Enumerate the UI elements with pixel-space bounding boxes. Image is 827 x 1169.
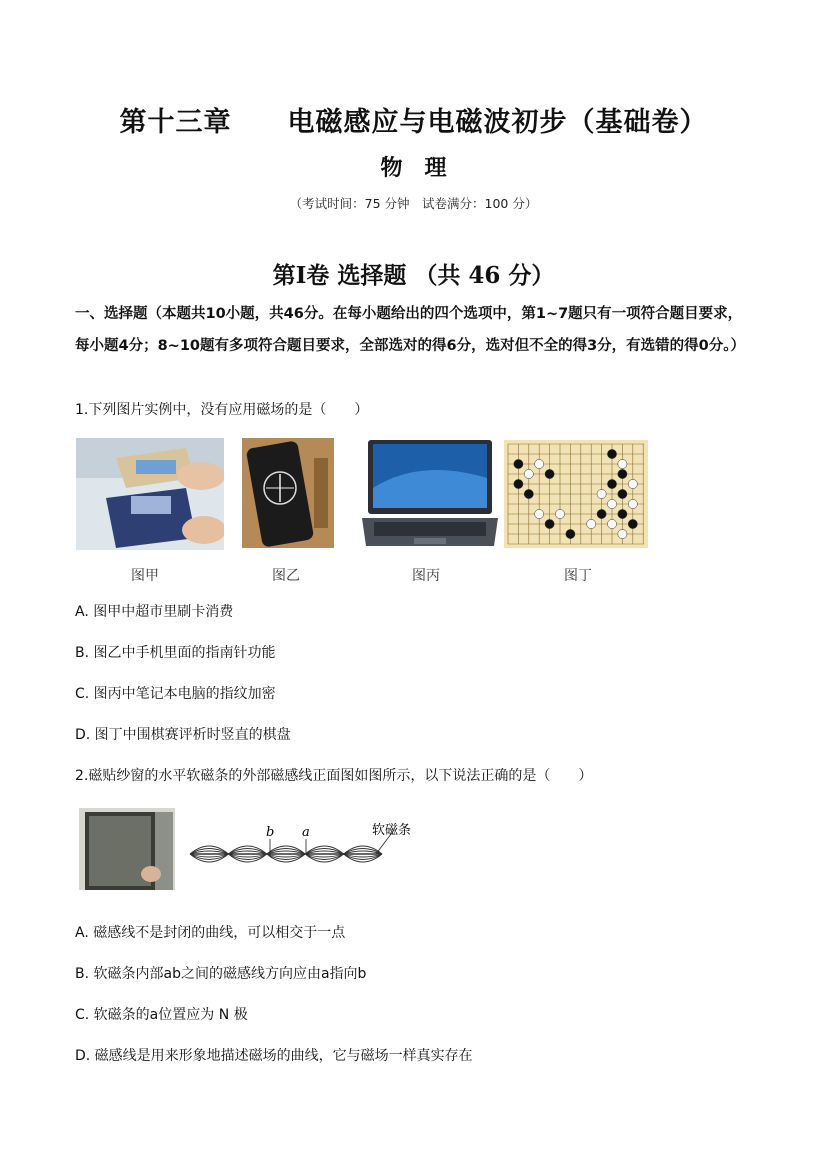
white-stone [628,499,637,508]
black-stone [545,519,554,528]
phone-compass-photo [242,438,334,548]
black-stone [545,469,554,478]
caption-jia: 图甲 [131,568,159,584]
label-soft-magnet: 软磁条 [372,823,412,838]
white-stone [607,519,616,528]
window-screen-photo [79,808,175,890]
exam-meta: （考试时间：75 分钟 试卷满分：100 分） [289,196,538,211]
compass-icon [242,438,334,548]
black-stone [597,509,606,518]
magnetic-field-diagram [186,820,426,882]
white-stone [618,529,627,538]
black-stone [618,509,627,518]
question-1-stem: 1.下列图片实例中，没有应用磁场的是（ ） [75,402,369,418]
caption-yi: 图乙 [272,568,300,584]
q1-option-c: C. 图丙中笔记本电脑的指纹加密 [75,686,276,702]
black-stone [514,479,523,488]
black-stone [607,479,616,488]
caption-ding: 图丁 [564,568,592,584]
black-stone [628,519,637,528]
white-stone [628,479,637,488]
q1-option-b: B. 图乙中手机里面的指南针功能 [75,645,276,661]
laptop-icon [360,438,500,548]
section-instructions: 一、选择题（本题共10小题，共46分。在每小题给出的四个选项中，第1~7题只有一项符合题目要求，每小题4分；8~10题有多项符合题目要求，全部选对的得6分，选对但不全的得3分，有选错的得0分。） [75,306,746,354]
laptop-photo [360,438,500,548]
white-stone [535,509,544,518]
card-terminal-icon [76,438,224,550]
q2-option-c: C. 软磁条的a位置应为 N 极 [75,1007,248,1023]
label-b: b [266,825,275,840]
q1-option-d: D. 图丁中围棋赛评析时竖直的棋盘 [75,727,291,743]
q1-option-a: A. 图甲中超市里刷卡消费 [75,604,234,620]
white-stone [524,469,533,478]
white-stone [555,509,564,518]
black-stone [618,469,627,478]
question-2-stem: 2.磁贴纱窗的水平软磁条的外部磁感线正面图如图所示，以下说法正确的是（ ） [75,768,593,784]
q2-option-b: B. 软磁条内部ab之间的磁感线方向应由a指向b [75,966,367,982]
black-stone [618,489,627,498]
go-board-icon [504,440,648,548]
subject-title: 物 理 [380,155,447,181]
white-stone [618,459,627,468]
label-a: a [302,825,310,840]
part-title: 第Ⅰ卷 选择题 （共 46 分） [272,262,555,289]
chapter-title: 第十三章 电磁感应与电磁波初步（基础卷） [119,107,708,138]
white-stone [587,519,596,528]
black-stone [607,449,616,458]
go-board-photo [504,440,648,548]
field-lines-icon [186,820,426,882]
white-stone [535,459,544,468]
card-payment-photo [76,438,224,550]
white-stone [607,499,616,508]
black-stone [524,489,533,498]
black-stone [566,529,575,538]
q2-option-a: A. 磁感线不是封闭的曲线，可以相交于一点 [75,925,346,941]
white-stone [597,489,606,498]
caption-bing: 图丙 [412,568,440,584]
window-icon [79,808,175,890]
q2-option-d: D. 磁感线是用来形象地描述磁场的曲线，它与磁场一样真实存在 [75,1048,473,1064]
black-stone [514,459,523,468]
